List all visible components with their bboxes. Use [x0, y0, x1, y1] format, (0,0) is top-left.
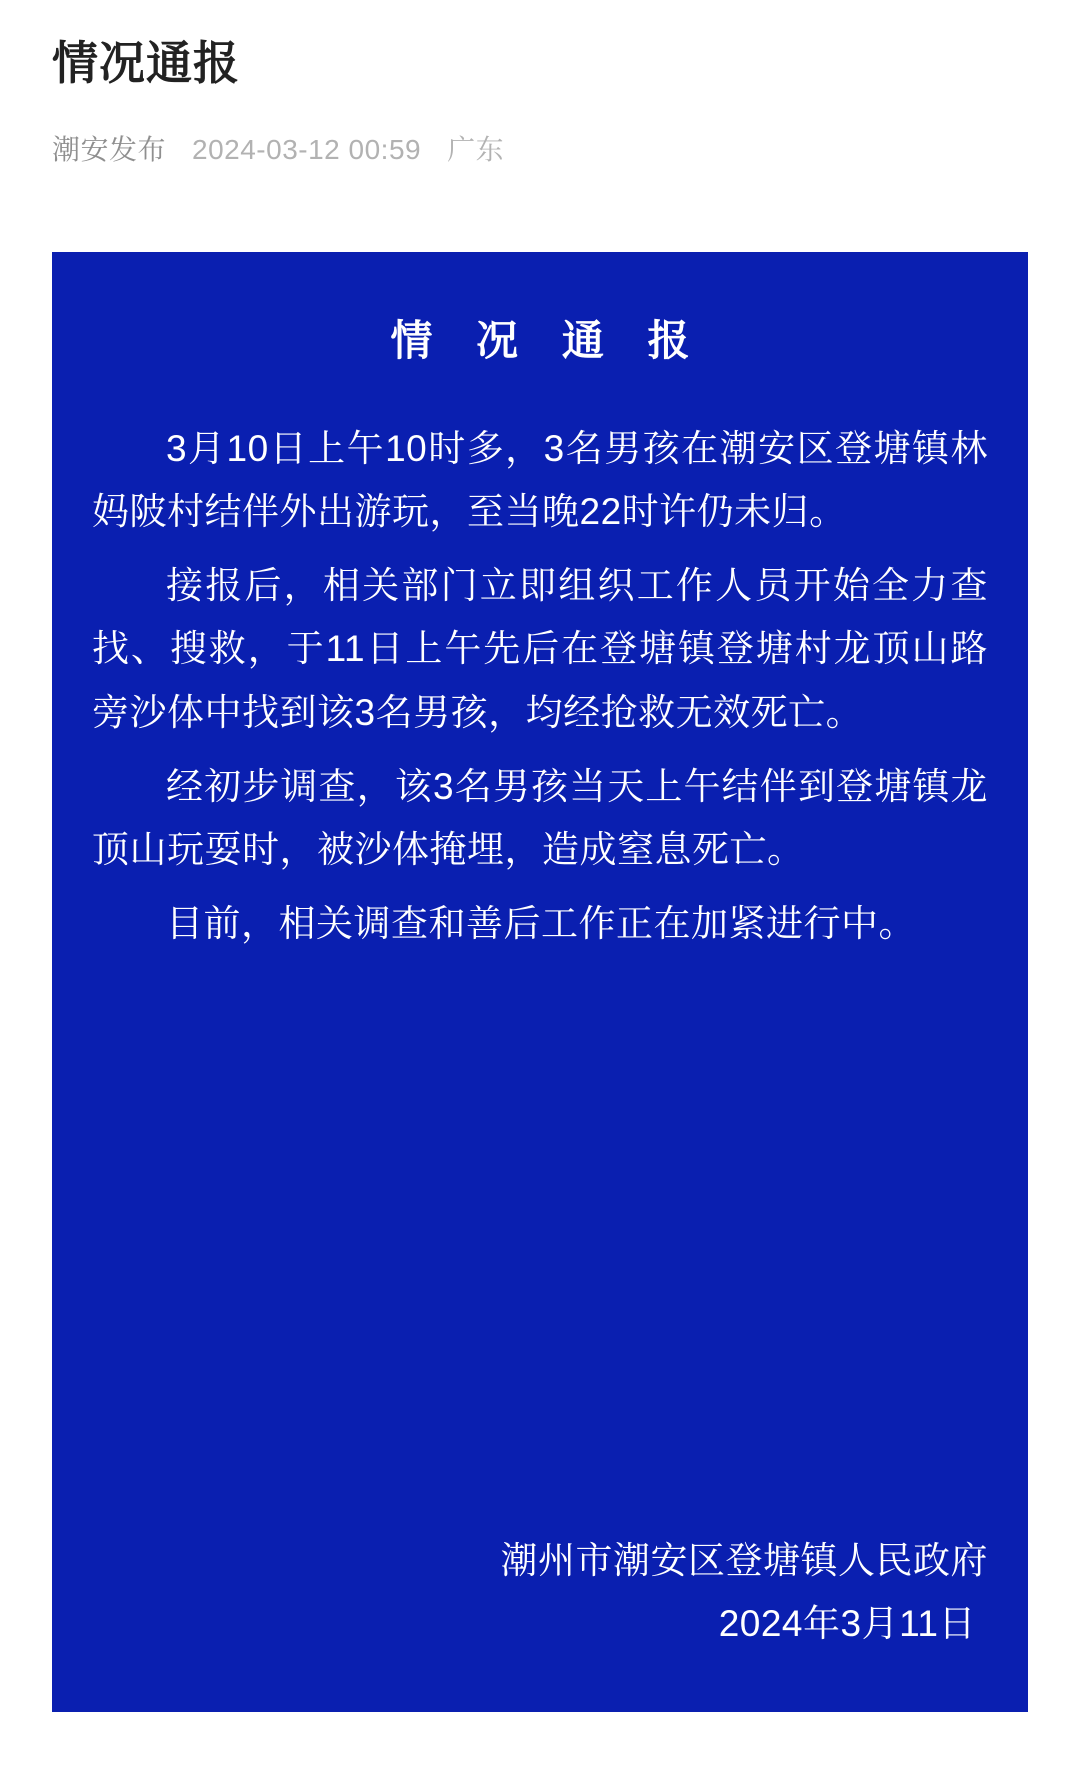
meta-source: 潮安发布 — [52, 133, 167, 165]
notice-paragraph: 经初步调查，该3名男孩当天上午结伴到登塘镇龙顶山玩耍时，被沙体掩埋，造成窒息死亡。 — [92, 765, 988, 871]
notice-body — [92, 417, 988, 1438]
signature-organization: 潮州市潮安区登塘镇人民政府 — [500, 1540, 988, 1582]
page-title: 情况通报 — [52, 37, 240, 89]
meta-datetime: 2024-03-12 00:59 — [192, 133, 422, 165]
signature-date: 2024年3月11日 — [718, 1602, 976, 1644]
notice-card — [52, 252, 1028, 1712]
article-meta — [52, 128, 1028, 168]
notice-signature — [92, 1530, 988, 1656]
notice-heading: 情 况 通 报 — [390, 316, 706, 364]
article-header — [0, 0, 1080, 168]
notice-paragraph: 3月10日上午10时多，3名男孩在潮安区登塘镇林妈陂村结伴外出游玩，至当晚22时许仍未归。 — [92, 427, 988, 533]
notice-paragraph: 接报后，相关部门立即组织工作人员开始全力查找、搜救，于11日上午先后在登塘镇登塘村龙顶山路旁沙体中找到该3名男孩，均经抢救无效死亡。 — [92, 564, 988, 734]
notice-paragraph: 目前，相关调查和善后工作正在加紧进行中。 — [166, 902, 916, 944]
meta-region: 广东 — [447, 133, 505, 165]
